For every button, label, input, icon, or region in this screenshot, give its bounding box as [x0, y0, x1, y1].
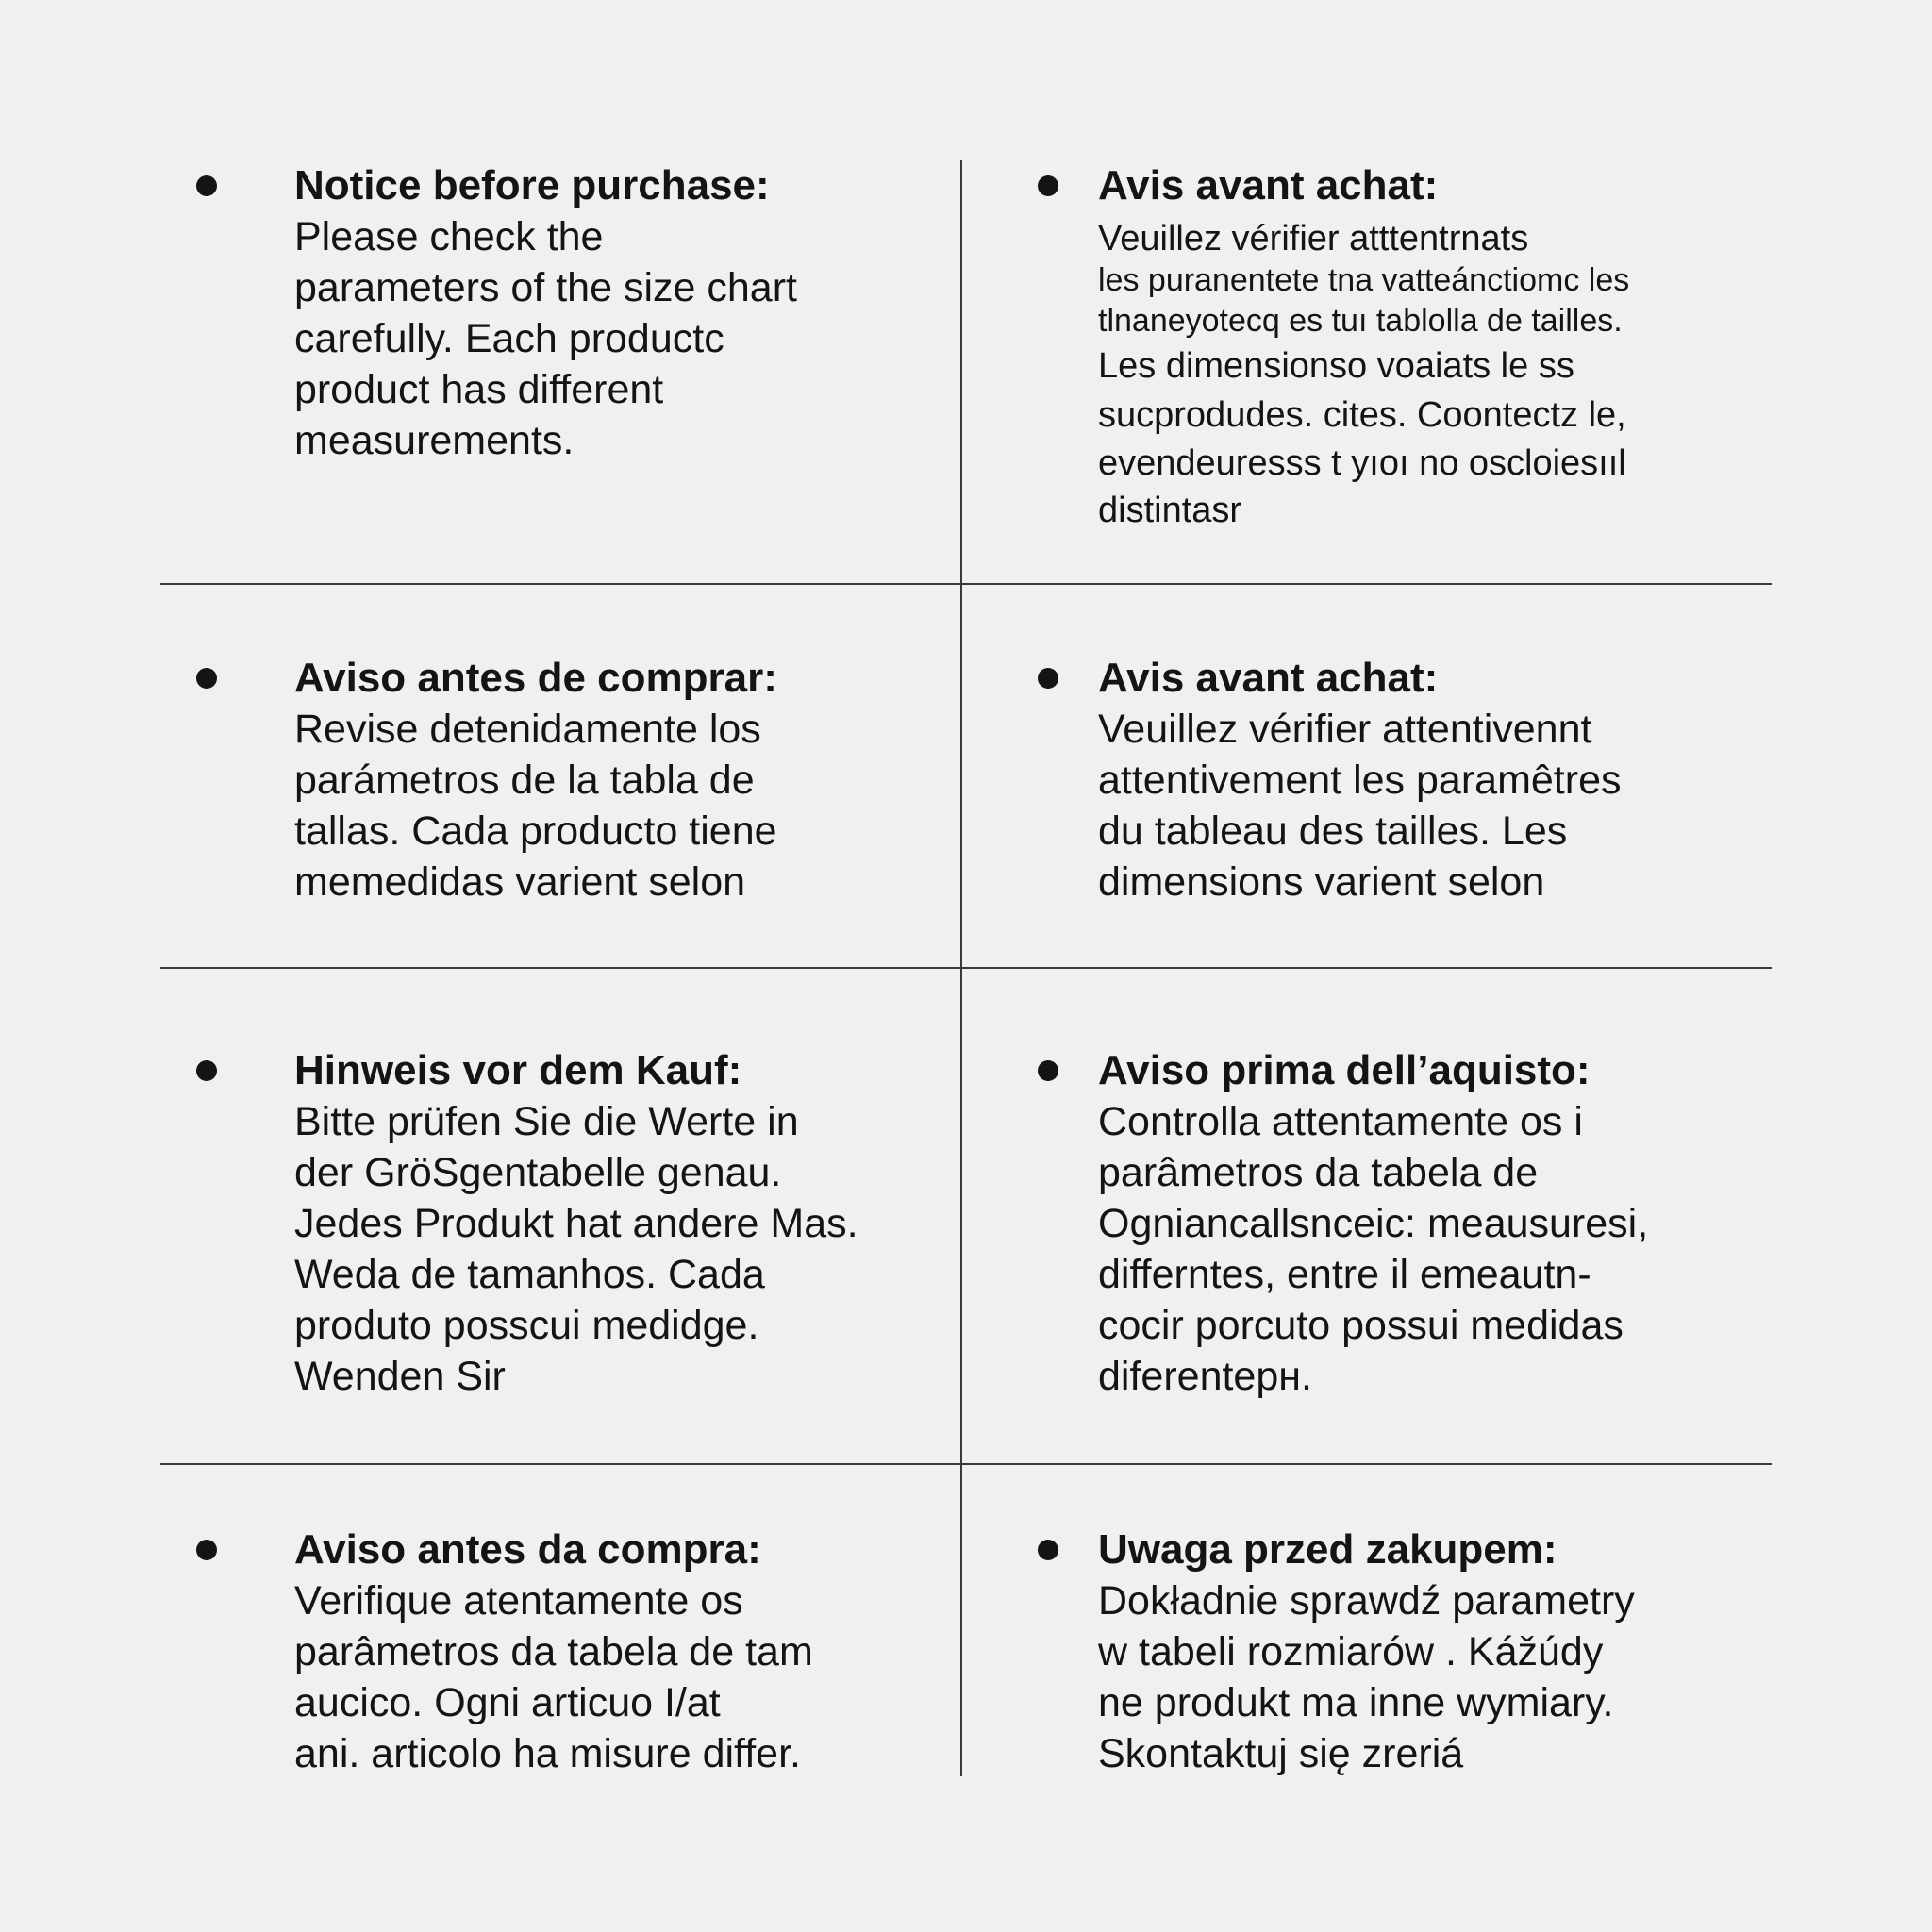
notice-line: Bitte prüfen Sie die Werte in: [294, 1099, 799, 1144]
notice-line: Controlla attentamente os i: [1098, 1099, 1583, 1144]
notice-line: les puranentete tna vatteánctiomc les: [1098, 262, 1630, 298]
bullet-icon: [1038, 1540, 1058, 1560]
bullet-icon: [196, 1060, 217, 1081]
bullet-icon: [196, 668, 217, 689]
bullet-icon: [196, 175, 217, 196]
notice-line: Wenden Sir: [294, 1354, 506, 1399]
row-divider-1: [160, 583, 1772, 585]
notice-line: Veuillez vérifier atttentrnats: [1098, 219, 1529, 258]
row-divider-3: [160, 1463, 1772, 1465]
notice-line: aucico. Ogni articuo I/at: [294, 1680, 721, 1725]
notice-line: distintasr: [1098, 491, 1242, 530]
notice-line: w tabeli rozmiarów . Kážúdy: [1098, 1629, 1604, 1674]
notice-line: Jedes Produkt hat andere Mas.: [294, 1201, 858, 1246]
notice-line: Veuillez vérifier attentivennt: [1098, 707, 1592, 752]
notice-line: Please check the: [294, 214, 604, 259]
notice-line: product has different: [294, 367, 664, 412]
notice-heading: Avis avant achat:: [1098, 655, 1439, 701]
notice-italian: [1038, 1045, 1764, 1451]
notice-text: [1098, 653, 1764, 908]
notice-line: Skontaktuj się zreriá: [1098, 1731, 1464, 1776]
notice-line: ne produkt ma inne wymiary.: [1098, 1680, 1614, 1725]
notice-polish: [1038, 1524, 1764, 1776]
bullet-icon: [196, 1540, 217, 1560]
notice-german: [196, 1045, 941, 1451]
bullet-icon: [1038, 668, 1058, 689]
notice-heading: Notice before purchase:: [294, 162, 770, 208]
notice-line: attentivement les paramêtres: [1098, 758, 1622, 803]
notice-line: differntes, entre il emeautn-: [1098, 1252, 1591, 1297]
notice-line: Revise detenidamente los: [294, 707, 761, 752]
notice-portuguese: [196, 1524, 941, 1776]
notice-heading: Avis avant achat:: [1098, 162, 1439, 208]
bullet-icon: [1038, 175, 1058, 196]
notice-line: evendeuresss t yıoı no oscloiesııl: [1098, 443, 1626, 483]
notice-heading: Hinweis vor dem Kauf:: [294, 1047, 742, 1093]
notice-heading: Aviso prima dell’aquisto:: [1098, 1047, 1591, 1093]
notice-text: [1098, 1045, 1764, 1402]
notice-text: [294, 1524, 941, 1779]
notice-spanish: [196, 653, 941, 955]
notice-line: Ogniancallsnceic: meausuresi,: [1098, 1201, 1649, 1246]
notice-english: [196, 160, 941, 575]
notice-line: Verifique atentamente os: [294, 1578, 743, 1624]
notice-line: carefully. Each productc: [294, 316, 724, 361]
notice-line: Les dimensionso voaiats le ss: [1098, 346, 1574, 386]
notice-text: [294, 653, 941, 908]
notice-line: memedidas varient selon: [294, 859, 746, 905]
notice-line: produto posscui medidge.: [294, 1303, 759, 1348]
notice-line: tlnaneyotecq es tuı tablolla de tailles.: [1098, 303, 1623, 339]
notice-heading: Uwaga przed zakupem:: [1098, 1526, 1557, 1573]
notice-line: parameters of the size chart: [294, 265, 797, 310]
notice-heading: Aviso antes da compra:: [294, 1526, 761, 1573]
notice-text: [294, 1045, 941, 1402]
notice-text: [294, 160, 941, 466]
notice-line: measurements.: [294, 418, 575, 463]
notice-french-2: [1038, 653, 1764, 955]
notice-line: sucprodudes. cites. Coontectz le,: [1098, 395, 1626, 435]
notice-heading: Aviso antes de comprar:: [294, 655, 777, 701]
notice-line: du tableau des tailles. Les: [1098, 808, 1568, 854]
row-divider-2: [160, 967, 1772, 969]
notice-line: tallas. Cada producto tiene: [294, 808, 777, 854]
notice-line: cocir porcuto possui medidas: [1098, 1303, 1624, 1348]
notice-line: parâmetros da tabela de tam: [294, 1629, 813, 1674]
notice-line: ani. articolo ha misure differ.: [294, 1731, 801, 1776]
notice-line: parámetros de la tabla de: [294, 758, 755, 803]
notice-text: [1098, 160, 1764, 534]
notice-text: [1098, 1524, 1764, 1779]
notice-grid: [160, 160, 1772, 1776]
notice-french-1: [1038, 160, 1764, 575]
notice-line: dimensions varient selon: [1098, 859, 1545, 905]
bullet-icon: [1038, 1060, 1058, 1081]
notice-line: Dokładnie sprawdź parametry: [1098, 1578, 1635, 1624]
notice-line: der GröSgentabelle genau.: [294, 1150, 782, 1195]
notice-line: diferentерн.: [1098, 1354, 1312, 1399]
notice-line: parâmetros da tabela de: [1098, 1150, 1539, 1195]
notice-line: Weda de tamanhos. Cada: [294, 1252, 765, 1297]
